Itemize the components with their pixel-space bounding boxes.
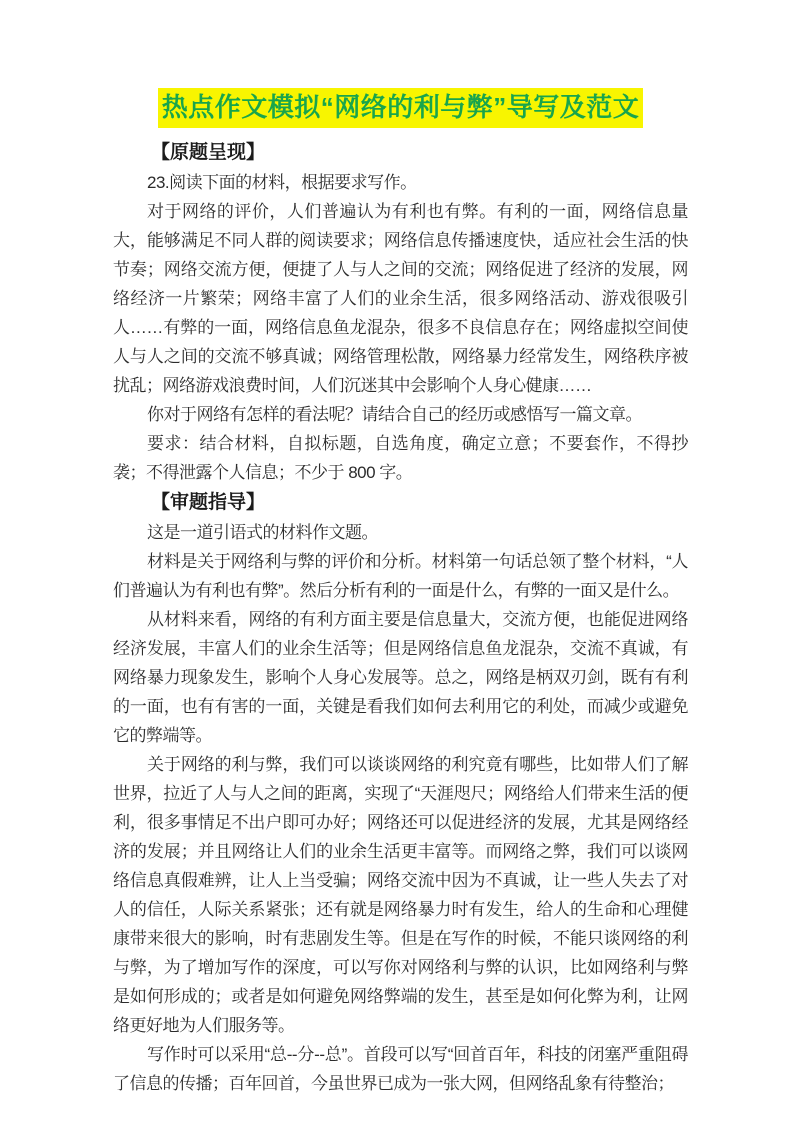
paragraph-requirements: 要求：结合材料，自拟标题，自选角度，确定立意；不要套作，不得抄袭；不得泄露个人信息；不少于 800 字。 — [113, 434, 688, 482]
paragraph-guidance-structure: 写作时可以采用“总--分--总”。首段可以写“回首百年，科技的闭塞严重阻碍了信息的传播；百年回首，今虽世界已成为一张大网，但网络乱象有待整治； — [113, 1045, 688, 1093]
paragraph-guidance-pros-cons: 关于网络的利与弊，我们可以谈谈网络的利究竟有哪些，比如带人们了解世界，拉近了人与人之间的距离，实现了“天涯咫尺；网络给人们带来生活的便利，很多事情足不出户即可办好；网络还可以促进经济的发展，尤其是网络经济的发展；并且网络让人们的业余生活更丰富等。而网络之弊，我们可以谈网络信息真假难辨，让人上当受骗；网络交流中因为不真诚，让一些人失去了对人的信任，人际关系紧张；还有就是网络暴力时有发生，给人的生命和心理健康带来很大的影响，时有悲剧发生等。但是在写作的时候，不能只谈网络的利与弊，为了增加写作的深度，可以写你对网络利与弊的认识，比如网络利与弊是如何形成的；或者是如何避免网络弊端的发生，甚至是如何化弊为利，让网络更好地为人们服务等。 — [113, 755, 688, 1035]
section-header-topic-guidance: 【审题指导】 — [151, 492, 266, 513]
paragraph-guidance-overview: 材料是关于网络利与弊的评价和分析。材料第一句话总领了整个材料，“人们普遍认为有利也有弊”。然后分析有利的一面是什么，有弊的一面又是什么。 — [113, 552, 688, 600]
document-title-highlight: 热点作文模拟“网络的利与弊”导写及范文 — [158, 88, 644, 128]
paragraph-material: 对于网络的评价，人们普遍认为有利也有弊。有利的一面，网络信息量大，能够满足不同人群的阅读要求；网络信息传播速度快，适应社会生活的快节奏；网络交流方便，便捷了人与人之间的交流；网络促进了经济的发展，网络经济一片繁荣；网络丰富了人们的业余生活，很多网络活动、游戏很吸引人……有弊的一面，网络信息鱼龙混杂，很多不良信息存在；网络虚拟空间使人与人之间的交流不够真诚；网络管理松散，网络暴力经常发生，网络秩序被扰乱；网络游戏浪费时间，人们沉迷其中会影响个人身心健康…… — [113, 202, 688, 395]
section-header-original-question: 【原题呈现】 — [151, 142, 266, 163]
paragraph-guidance-type: 这是一道引语式的材料作文题。 — [147, 523, 378, 542]
section-original-question — [113, 137, 688, 487]
paragraph-task-instruction: 23.阅读下面的材料，根据要求写作。 — [147, 173, 417, 192]
document-title — [113, 88, 688, 130]
paragraph-guidance-analysis: 从材料来看，网络的有利方面主要是信息量大，交流方便，也能促进网络经济发展，丰富人们的业余生活等；但是网络信息鱼龙混杂，交流不真诚，有网络暴力现象发生，影响个人身心发展等。总之，网络是柄双刃剑，既有有利的一面，也有有害的一面，关键是看我们如何去利用它的利处，而减少或避免它的弊端等。 — [113, 610, 688, 745]
section-topic-guidance — [113, 487, 688, 1098]
paragraph-prompt-question: 你对于网络有怎样的看法呢？请结合自己的经历或感悟写一篇文章。 — [147, 405, 642, 424]
